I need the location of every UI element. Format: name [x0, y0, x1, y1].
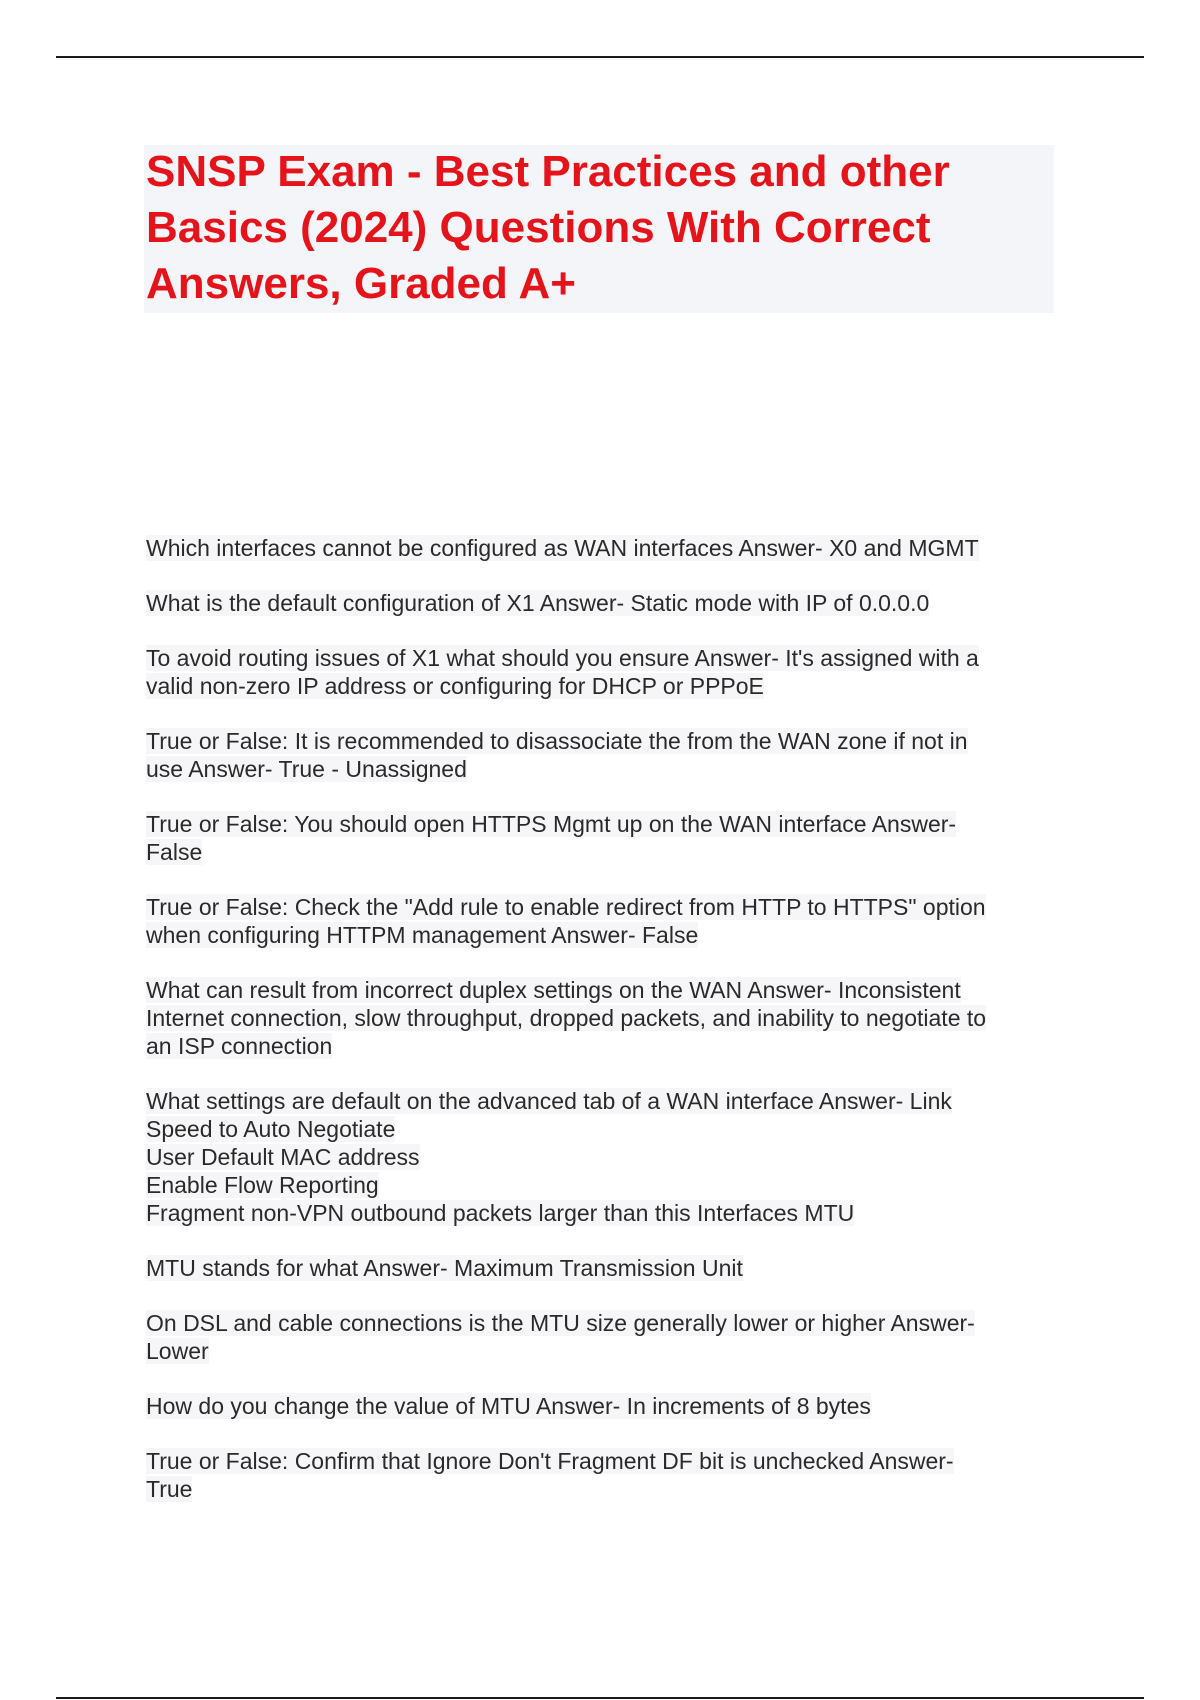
qa-item — [146, 1254, 1046, 1282]
qa-line-text: use Answer- True - Unassigned — [146, 756, 467, 782]
qa-item — [146, 1392, 1046, 1420]
qa-line-text: True or False: It is recommended to disassociate the from the WAN zone if not in — [146, 728, 968, 754]
qa-line-text: What is the default configuration of X1 Answer- Static mode with IP of 0.0.0.0 — [146, 590, 930, 616]
qa-line — [146, 893, 1046, 921]
qa-line — [146, 1309, 1046, 1337]
qa-line — [146, 727, 1046, 755]
qa-line-text: False — [146, 839, 203, 865]
qa-line-text: How do you change the value of MTU Answer- In increments of 8 bytes — [146, 1393, 871, 1419]
qa-line-text: True or False: Confirm that Ignore Don't Fragment DF bit is unchecked Answer- — [146, 1448, 954, 1474]
qa-item — [146, 589, 1046, 617]
qa-line — [146, 755, 1046, 783]
qa-line-text: when configuring HTTPM management Answer- False — [146, 922, 699, 948]
qa-line — [146, 1115, 1046, 1143]
qa-line-text: Fragment non-VPN outbound packets larger than this Interfaces MTU — [146, 1200, 855, 1226]
qa-line-text: To avoid routing issues of X1 what should you ensure Answer- It's assigned with a — [146, 645, 979, 671]
title-line: SNSP Exam - Best Practices and other — [146, 147, 950, 196]
qa-item — [146, 976, 1046, 1060]
qa-item — [146, 1087, 1046, 1227]
qa-line-text: What can result from incorrect duplex settings on the WAN Answer- Inconsistent — [146, 977, 961, 1003]
qa-line-text: True or False: Check the "Add rule to enable redirect from HTTP to HTTPS" option — [146, 894, 986, 920]
qa-line — [146, 644, 1046, 672]
qa-item — [146, 534, 1046, 562]
qa-line — [146, 1337, 1046, 1365]
qa-line-text: Internet connection, slow throughput, dropped packets, and inability to negotiate to — [146, 1005, 987, 1031]
qa-line-text: On DSL and cable connections is the MTU size generally lower or higher Answer- — [146, 1310, 975, 1336]
qa-line — [146, 1032, 1046, 1060]
qa-line-text: Which interfaces cannot be configured as WAN interfaces Answer- X0 and MGMT — [146, 535, 979, 561]
qa-line — [146, 810, 1046, 838]
qa-line-text: Speed to Auto Negotiate — [146, 1116, 396, 1142]
qa-item — [146, 810, 1046, 866]
qa-line-text: What settings are default on the advanced tab of a WAN interface Answer- Link — [146, 1088, 952, 1114]
qa-line-text: User Default MAC address — [146, 1144, 420, 1170]
qa-line-text: valid non-zero IP address or configuring for DHCP or PPPoE — [146, 673, 764, 699]
qa-line-text: True — [146, 1476, 193, 1502]
qa-line — [146, 672, 1046, 700]
qa-line-text: Lower — [146, 1338, 209, 1364]
qa-line-text: an ISP connection — [146, 1033, 333, 1059]
question-answer-list — [146, 534, 1046, 1530]
qa-line-text: Enable Flow Reporting — [146, 1172, 379, 1198]
qa-line — [146, 838, 1046, 866]
qa-item — [146, 727, 1046, 783]
qa-line — [146, 1475, 1046, 1503]
qa-line — [146, 1199, 1046, 1227]
qa-line — [146, 1254, 1046, 1282]
qa-line-text: True or False: You should open HTTPS Mgmt up on the WAN interface Answer- — [146, 811, 957, 837]
qa-line — [146, 534, 1046, 562]
qa-line — [146, 1392, 1046, 1420]
qa-line — [146, 1447, 1046, 1475]
qa-item — [146, 1309, 1046, 1365]
qa-line — [146, 1171, 1046, 1199]
qa-line-text: MTU stands for what Answer- Maximum Transmission Unit — [146, 1255, 743, 1281]
qa-item — [146, 1447, 1046, 1503]
title-line: Answers, Graded A+ — [146, 259, 576, 308]
qa-line — [146, 921, 1046, 949]
qa-line — [146, 1004, 1046, 1032]
qa-line — [146, 1143, 1046, 1171]
qa-line — [146, 976, 1046, 1004]
title-line: Basics (2024) Questions With Correct — [146, 203, 931, 252]
qa-item — [146, 644, 1046, 700]
top-divider — [56, 56, 1144, 58]
qa-line — [146, 1087, 1046, 1115]
qa-line — [146, 589, 1046, 617]
qa-item — [146, 893, 1046, 949]
document-title — [146, 144, 1051, 312]
bottom-divider — [56, 1697, 1144, 1699]
